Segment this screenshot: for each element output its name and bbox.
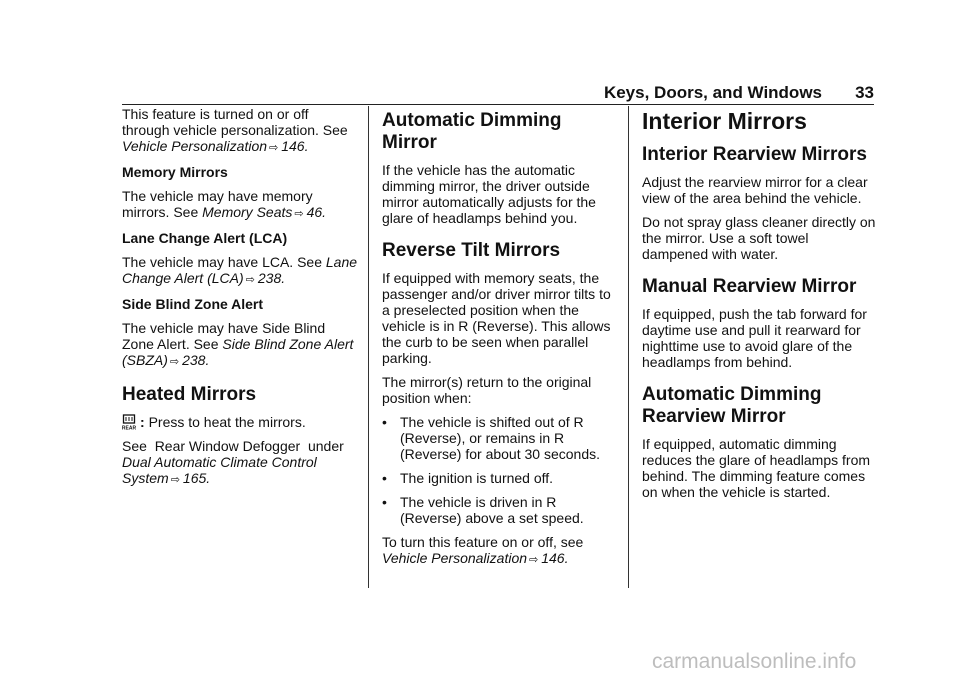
cross-reference[interactable]: Dual Automatic Climate Control System ⇨ 165.: [122, 454, 317, 486]
paragraph-text: To turn this feature on or off, see: [382, 534, 584, 550]
paragraph-text: The vehicle may have LCA. See: [122, 254, 322, 270]
auto-dimming-rearview-heading: Automatic Dimming Rearview Mirror: [642, 384, 822, 427]
ref-title: Side Blind Zone Alert (SBZA): [122, 336, 354, 368]
ref-title: Vehicle Personalization: [382, 550, 528, 566]
paragraph: [122, 106, 358, 156]
paragraph: [122, 254, 358, 288]
list-item-text: The vehicle is shifted out of R (Reverse), or remains in R (Reverse) for about 30 seconds.: [400, 414, 600, 462]
icon-colon: :: [140, 414, 145, 430]
paragraph: Adjust the rearview mirror for a clear view of the area behind the vehicle.: [642, 174, 868, 206]
paragraph: [122, 320, 358, 370]
manual-rearview-heading: Manual Rearview Mirror: [642, 276, 857, 297]
cross-reference[interactable]: Vehicle Personalization ⇨ 146.: [122, 138, 309, 154]
page-ref-arrow-icon: ⇨: [529, 554, 539, 566]
ref-title: Dual Automatic Climate Control System: [122, 454, 317, 486]
paragraph: [122, 438, 358, 488]
paragraph: If equipped, automatic dimming reduces the glare of headlamps from behind. The dimming feature comes on when the vehicle is started.: [642, 436, 871, 500]
sbza-heading: Side Blind Zone Alert: [122, 296, 264, 312]
list-item: [382, 494, 618, 526]
bullet-icon: •: [382, 414, 387, 430]
rear-defog-icon: [122, 414, 136, 430]
paragraph-text: Press to heat the mirrors.: [148, 414, 306, 430]
column-divider-2: [628, 106, 629, 588]
auto-dimming-mirror-heading: Automatic Dimming Mirror: [382, 110, 562, 153]
ref-title: Lane Change Alert (LCA): [122, 254, 358, 286]
paragraph: [382, 534, 618, 568]
list-item-text: The ignition is turned off.: [400, 470, 554, 486]
paragraph: The mirror(s) return to the original position when:: [382, 374, 592, 406]
page-ref-arrow-icon: ⇨: [269, 142, 279, 154]
page-ref-arrow-icon: ⇨: [245, 274, 255, 286]
ref-page: 146: [541, 550, 565, 566]
reverse-tilt-heading: Reverse Tilt Mirrors: [382, 240, 561, 261]
ref-title: Memory Seats: [202, 204, 293, 220]
column-2: [382, 106, 618, 576]
paragraph-text: See Rear Window Defogger under: [122, 438, 344, 454]
paragraph: [122, 414, 358, 430]
paragraph-text: This feature is turned on or off through vehicle personalization. See: [122, 106, 348, 138]
cross-reference[interactable]: Lane Change Alert (LCA) ⇨ 238.: [122, 254, 358, 286]
lca-heading: Lane Change Alert (LCA): [122, 230, 288, 246]
ref-title: Vehicle Personalization: [122, 138, 268, 154]
section-title: Keys, Doors, and Windows: [603, 83, 822, 102]
paragraph: [122, 188, 358, 222]
bullet-icon: •: [382, 470, 387, 486]
cross-reference[interactable]: Vehicle Personalization ⇨ 146.: [382, 550, 569, 566]
paragraph: If equipped, push the tab forward for daytime use and pull it rearward for nighttime use to avoid glare of the headlamps from behind.: [642, 306, 867, 370]
interior-mirrors-heading: Interior Mirrors: [642, 108, 807, 134]
ref-page: 165: [182, 470, 207, 486]
paragraph-text: The vehicle may have memory mirrors. See: [122, 188, 313, 220]
page-ref-arrow-icon: ⇨: [169, 356, 180, 368]
bullet-icon: •: [382, 494, 387, 510]
header-rule: [122, 104, 874, 105]
list-item: [382, 414, 618, 462]
list-item-text: The vehicle is driven in R (Reverse) above a set speed.: [400, 494, 584, 526]
ref-page: 238: [182, 352, 206, 368]
page-ref-arrow-icon: ⇨: [294, 208, 304, 220]
page-ref-arrow-icon: ⇨: [170, 474, 180, 486]
paragraph: If equipped with memory seats, the passenger and/or driver mirror tilts to a preselected position when the vehicle is in R (Reverse). This allows the curb to be seen when parallel parking.: [382, 270, 611, 366]
paragraph: Do not spray glass cleaner directly on the mirror. Use a soft towel dampened with water.: [642, 214, 876, 262]
page-number: 33: [855, 83, 874, 102]
watermark: carmanualsonline.info: [652, 650, 857, 673]
heated-mirrors-heading: Heated Mirrors: [122, 384, 257, 405]
svg-text:REAR: REAR: [122, 425, 136, 430]
ref-page: 146: [281, 138, 305, 154]
interior-rearview-heading: Interior Rearview Mirrors: [642, 144, 867, 165]
list-item: [382, 470, 618, 486]
cross-reference[interactable]: Side Blind Zone Alert (SBZA) ⇨ 238.: [122, 336, 354, 368]
paragraph: If the vehicle has the automatic dimming mirror, the driver outside mirror automatically adjusts for the glare of headlamps behind you.: [382, 162, 596, 226]
column-1: [122, 106, 358, 496]
column-divider-1: [368, 106, 369, 588]
memory-heading: Memory Mirrors: [122, 164, 228, 180]
column-3: [642, 106, 878, 508]
ref-page: 46: [306, 204, 323, 220]
ref-page: 238: [257, 270, 282, 286]
paragraph-text: The vehicle may have Side Blind Zone Alert. See: [122, 320, 326, 352]
cross-reference[interactable]: Memory Seats ⇨ 46.: [202, 204, 327, 220]
